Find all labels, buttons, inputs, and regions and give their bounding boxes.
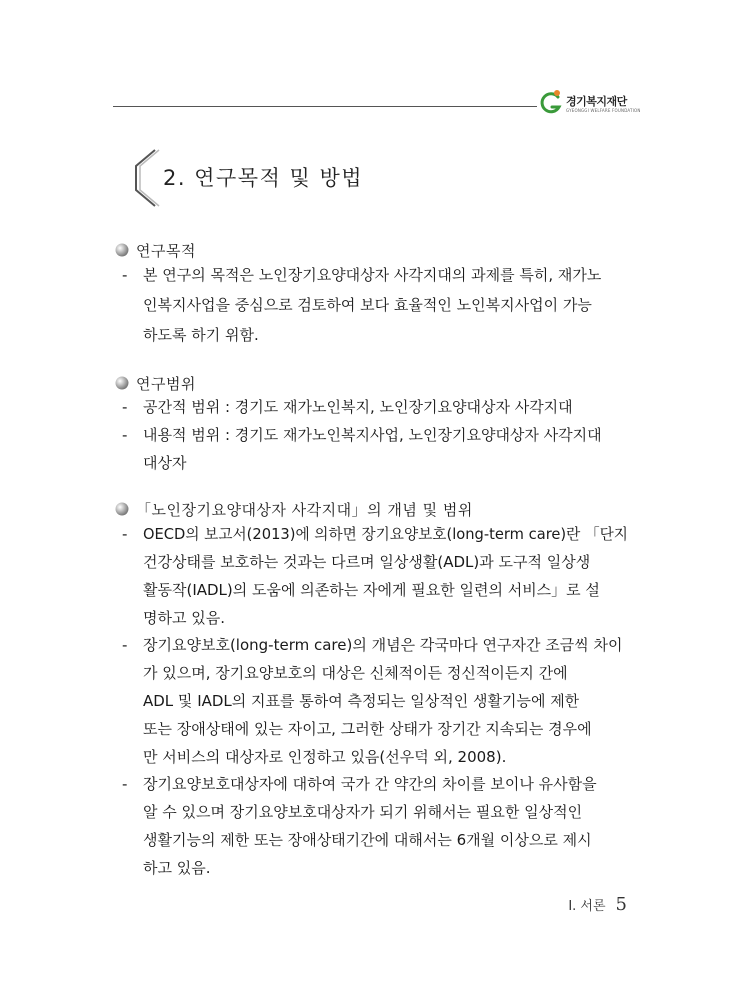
header-rule [113, 106, 537, 107]
block-heading-label: 연구목적 [136, 241, 196, 260]
text-line: 하고 있음. [143, 859, 211, 877]
page-footer [568, 894, 627, 915]
text-line: 생활기능의 제한 또는 장애상태기간에 대해서는 6개월 이상으로 제시 [143, 831, 592, 849]
sphere-bullet-icon [114, 375, 130, 391]
list-dash: - [122, 525, 128, 543]
text-line: 공간적 범위 : 경기도 재가노인복지, 노인장기요양대상자 사각지대 [143, 398, 573, 416]
text-line: 본 연구의 목적은 노인장기요양대상자 사각지대의 과제를 특히, 재가노 [143, 266, 602, 284]
text-line: 대상자 [143, 454, 187, 472]
list-dash: - [122, 775, 128, 793]
text-line: 장기요양보호(long-term care)의 개념은 각국마다 연구자간 조금씩 차이 [143, 636, 623, 654]
text-line: 만 서비스의 대상자로 인정하고 있음(선우덕 외, 2008). [143, 748, 507, 766]
block-heading-concept [114, 497, 473, 521]
text-line: 또는 장애상태에 있는 자이고, 그러한 상태가 장기간 지속되는 경우에 [143, 720, 592, 738]
text-line: ADL 및 IADL의 지표를 통하여 측정되는 일상적인 생활기능에 제한 [143, 692, 580, 710]
block-heading-purpose [114, 238, 196, 262]
logo-subtitle: GYEONGGI WELFARE FOUNDATION [566, 108, 641, 113]
text-line: 하도록 하기 위함. [143, 326, 259, 344]
section-title: 2. 연구목적 및 방법 [163, 166, 364, 190]
block-heading-label: 「노인장기요양대상자 사각지대」의 개념 및 범위 [136, 500, 473, 519]
logo-mark-icon [538, 88, 564, 116]
text-line: 인복지사업을 중심으로 검토하여 보다 효율적인 노인복지사업이 가능 [143, 296, 592, 314]
page-number: 5 [615, 894, 627, 915]
text-line: 명하고 있음. [143, 609, 225, 627]
sphere-bullet-icon [114, 242, 130, 258]
text-line: 건강상태를 보호하는 것과는 다르며 일상생활(ADL)과 도구적 일상생 [143, 553, 591, 571]
list-dash: - [122, 266, 128, 284]
text-line: 가 있으며, 장기요양보호의 대상은 신체적이든 정신적이든지 간에 [143, 664, 568, 682]
logo-name: 경기복지재단 [566, 95, 627, 108]
list-dash: - [122, 426, 128, 444]
text-line: 내용적 범위 : 경기도 재가노인복지사업, 노인장기요양대상자 사각지대 [143, 426, 602, 444]
block-heading-scope [114, 371, 196, 395]
foundation-logo [538, 88, 648, 118]
list-dash: - [122, 636, 128, 654]
text-line: OECD의 보고서(2013)에 의하면 장기요양보호(long-term care)란 「단지 [143, 525, 628, 543]
text-line: 활동작(IADL)의 도움에 의존하는 자에게 필요한 일련의 서비스」로 설 [143, 581, 600, 599]
block-heading-label: 연구범위 [136, 374, 196, 393]
footer-chapter: Ⅰ. 서론 [568, 899, 606, 914]
list-dash: - [122, 398, 128, 416]
text-line: 장기요양보호대상자에 대하여 국가 간 약간의 차이를 보이나 유사함을 [143, 775, 597, 793]
text-line: 알 수 있으며 장기요양보호대상자가 되기 위해서는 필요한 일상적인 [143, 803, 583, 821]
sphere-bullet-icon [114, 501, 130, 517]
